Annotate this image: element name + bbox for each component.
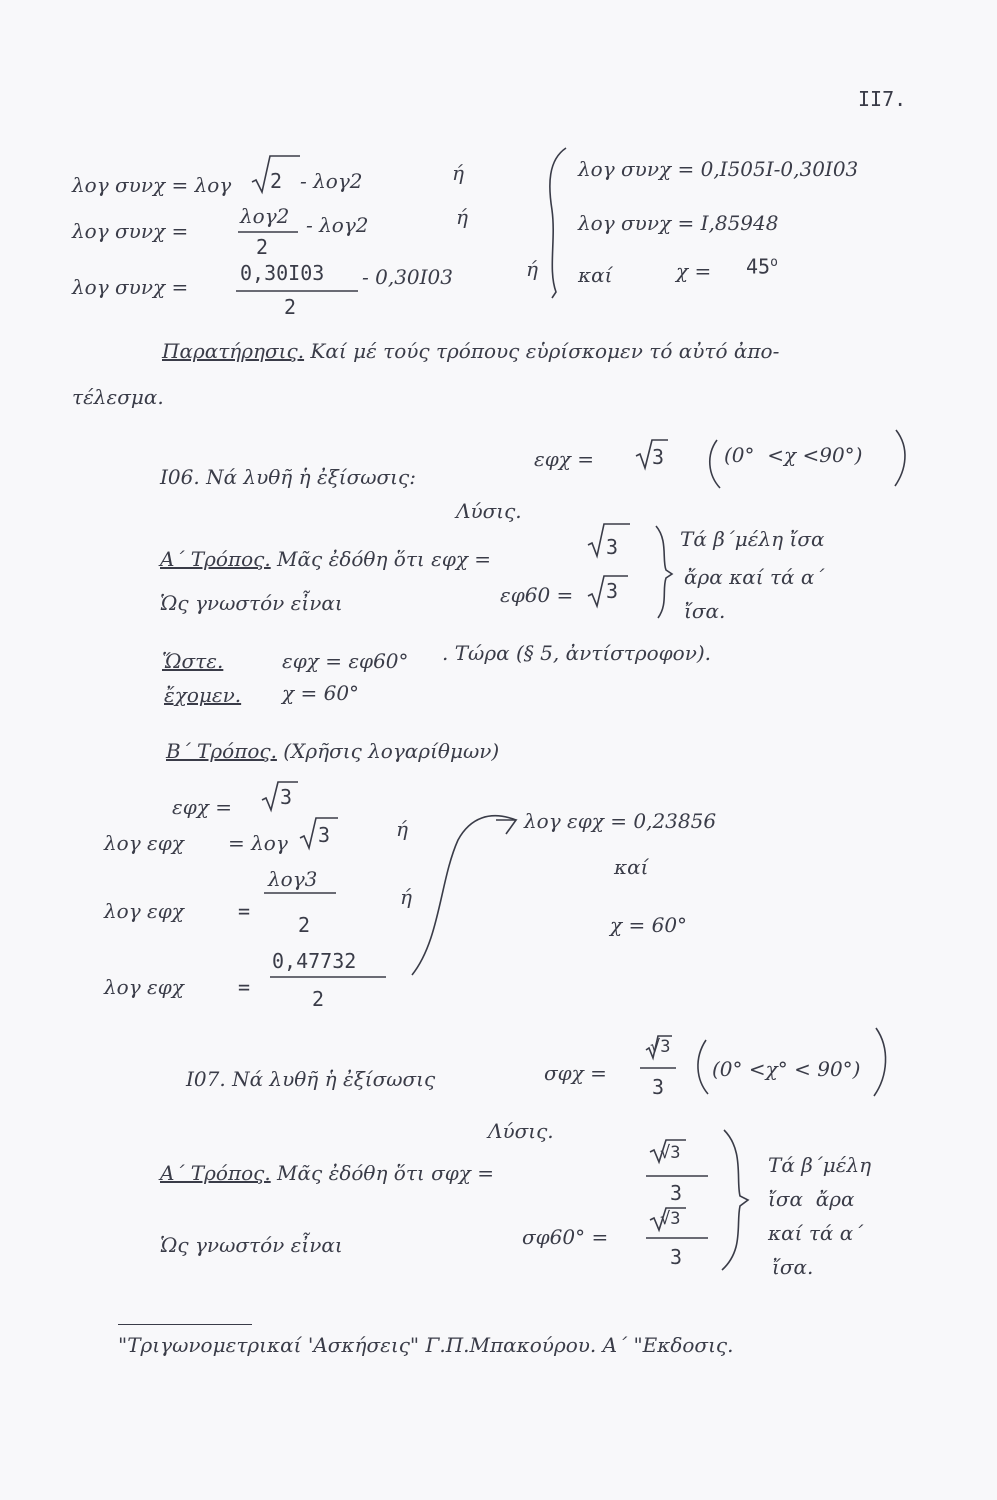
or-symbol: ή bbox=[456, 205, 468, 229]
ex107-equation: σφχ = bbox=[544, 1061, 607, 1085]
have-equation: χ = 60° bbox=[282, 681, 360, 705]
wayB-eq4-numerator: 0,47732 bbox=[272, 949, 357, 973]
ex106-heading: I06. Νά λυθῆ ἡ ἐξίσωσις: bbox=[160, 465, 416, 489]
equals-sign: = bbox=[238, 975, 251, 999]
wayB-eq4-denominator: 2 bbox=[312, 987, 325, 1011]
hence-equation: εφχ = εφ60° bbox=[282, 649, 409, 673]
wayB-eq1: εφχ = bbox=[172, 795, 232, 819]
or-symbol: ή bbox=[526, 257, 538, 281]
arrow-head bbox=[496, 820, 516, 834]
remark-label: Παρατήρησις. bbox=[162, 339, 305, 363]
result3-kai: καί bbox=[578, 263, 613, 287]
wayB-eq3-lhs: λογ εφχ bbox=[104, 899, 184, 923]
footer-rule bbox=[118, 1324, 252, 1325]
wayB-label: Β΄ Τρόπος. bbox=[166, 739, 277, 763]
or-symbol: ή bbox=[396, 817, 408, 841]
ex106-wayA: Α΄ Τρόπος. Μᾶς ἐδόθη ὅτι εφχ = bbox=[160, 547, 492, 571]
ex107-wayA: Α΄ Τρόπος. Μᾶς ἐδόθη ὅτι σφχ = bbox=[160, 1161, 494, 1185]
brace-text-4: ἴσα. bbox=[772, 1255, 814, 1279]
brace-text-3: καί τά α΄ bbox=[768, 1221, 864, 1245]
result1: λογ συνχ = 0,I505I-0,30I03 bbox=[578, 157, 859, 181]
ex107-domain: (0° <χ° < 90°) bbox=[712, 1057, 861, 1081]
brace-text-2: ἄρα καί τά α΄ bbox=[684, 565, 825, 589]
sqrt-radicand: 3 bbox=[280, 785, 293, 809]
brace-right bbox=[722, 1130, 748, 1270]
wayB-eq3-denominator: 2 bbox=[298, 913, 311, 937]
wayB-result3: χ = 60° bbox=[610, 913, 688, 937]
wayB-result2: καί bbox=[614, 855, 649, 879]
footer-citation: "Τριγωνομετρικαί 'Ασκήσεις" Γ.Π.Μπακούρου. Α΄ "Εκδοσις. bbox=[118, 1333, 734, 1357]
eq3-rest: - 0,30I03 bbox=[362, 265, 453, 289]
hence-rest: . Τώρα (§ 5, ἀντίστροφον). bbox=[442, 641, 712, 665]
wayA-label: Α΄ Τρόπος. bbox=[160, 1161, 271, 1185]
or-symbol: ή bbox=[400, 885, 412, 909]
sqrt-radicand: 3 bbox=[606, 535, 619, 559]
remark-text-2: τέλεσμα. bbox=[72, 385, 164, 409]
ex107-frac1-den: 3 bbox=[670, 1181, 683, 1205]
eq2-rest: - λογ2 bbox=[306, 213, 369, 237]
result3: χ = bbox=[676, 259, 712, 283]
eq2-lhs: λογ συνχ = bbox=[72, 219, 189, 243]
brace-text-3: ἴσα. bbox=[684, 599, 726, 623]
eq2-denominator: 2 bbox=[256, 235, 269, 259]
eq1-radicand: 2 bbox=[270, 169, 283, 193]
wayA-label: Α΄ Τρόπος. bbox=[160, 547, 271, 571]
ex107-frac1-num: √3 bbox=[660, 1143, 681, 1163]
ex106-lysis: Λύσις. bbox=[456, 499, 522, 523]
eq3-lhs: λογ συνχ = bbox=[72, 275, 189, 299]
ex107-known: Ὡς γνωστόν εἶναι bbox=[160, 1233, 343, 1257]
brace-text-2: ἴσα ἄρα bbox=[768, 1187, 855, 1211]
ex106-sqrt-radicand: 3 bbox=[652, 445, 665, 469]
wayB-eq3-numerator: λογ3 bbox=[268, 867, 318, 891]
ex106-equation: εφχ = bbox=[534, 447, 594, 471]
eq3-numerator: 0,30I03 bbox=[240, 261, 325, 285]
wayB-result1: λογ εφχ = 0,23856 bbox=[524, 809, 717, 833]
ex107-frac2-den: 3 bbox=[670, 1245, 683, 1269]
brace-right bbox=[656, 526, 672, 618]
brace-left bbox=[550, 148, 566, 298]
ex106-domain: (0° <χ <90°) bbox=[724, 443, 863, 467]
paren bbox=[895, 430, 905, 486]
wayB-eq2-lhs: λογ εφχ bbox=[104, 831, 184, 855]
ex106-wayB: Β΄ Τρόπος. (Χρῆσις λογαρίθμων) bbox=[166, 739, 500, 763]
wayB-eq4-lhs: λογ εφχ bbox=[104, 975, 184, 999]
ex107-frac-den: 3 bbox=[652, 1075, 665, 1099]
arrow-curve bbox=[412, 816, 516, 975]
remark-text: Παρατήρησις. Καί μέ τούς τρόπους εὑρίσκομεν τό αὐτό ἀπο- bbox=[162, 339, 780, 363]
brace-text-1: Τά β΄μέλη ἴσα bbox=[680, 527, 825, 551]
ex106-known: Ὡς γνωστόν εἶναι bbox=[160, 591, 343, 615]
ex107-lysis: Λύσις. bbox=[488, 1119, 554, 1143]
result3-value: 45$^o$ bbox=[746, 254, 778, 279]
paren bbox=[874, 1028, 886, 1096]
eq1-rest: - λογ2 bbox=[300, 169, 363, 193]
eq1-lhs: λογ συνχ = λογ bbox=[72, 173, 232, 197]
hence-label: Ὥστε. bbox=[162, 649, 224, 673]
sqrt-radicand: 3 bbox=[606, 579, 619, 603]
sqrt-radicand: 3 bbox=[318, 823, 331, 847]
paren bbox=[710, 440, 720, 488]
paren bbox=[698, 1040, 708, 1094]
have-label: ἔχομεν. bbox=[164, 683, 242, 707]
ex107-frac-num: √3 bbox=[650, 1037, 671, 1057]
ex106-known-eq: εφ60 = bbox=[500, 583, 574, 607]
or-symbol: ή bbox=[452, 161, 464, 185]
page-number: II7. bbox=[858, 87, 907, 111]
result2: λογ συνχ = I,85948 bbox=[578, 211, 779, 235]
eq2-numerator: λογ2 bbox=[240, 204, 290, 228]
wayB-eq2-rhs: = λογ bbox=[228, 831, 288, 855]
equals-sign: = bbox=[238, 899, 251, 923]
ex107-known-eq: σφ60° = bbox=[522, 1225, 609, 1249]
brace-text-1: Τά β΄μέλη bbox=[768, 1153, 872, 1177]
eq3-denominator: 2 bbox=[284, 295, 297, 319]
ex107-heading: I07. Νά λυθῆ ἡ ἐξίσωσις bbox=[186, 1067, 436, 1091]
ex107-frac2-num: √3 bbox=[660, 1209, 681, 1229]
